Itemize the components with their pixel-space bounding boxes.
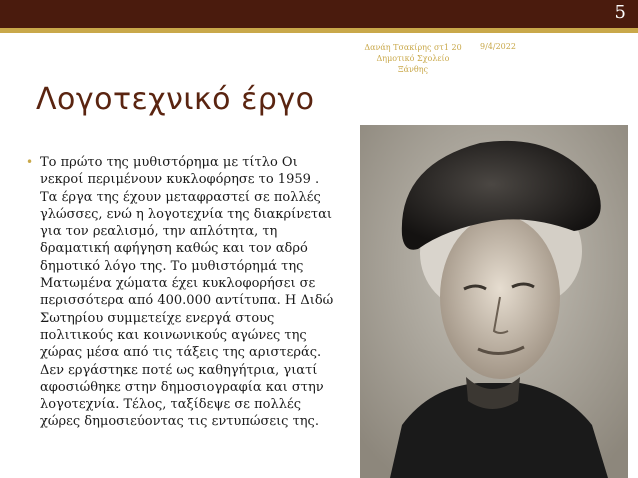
gold-stripe [0,28,638,33]
footer-author: Δανάη Τσακίρης στ1 20 Δημοτικό Σχολείο Ξάνθης [364,43,462,74]
slide-title: Λογοτεχνικό έργο [36,82,315,117]
bullet-text: Το πρώτο της μυθιστόρημα με τίτλο Οι νεκροί περιμένουν κυκλοφόρησε το 1959 . Τα έργα της έχουν μεταφραστεί σε πολλές γλώσσες, ενώ η λογοτεχνία της διακρίνεται για τον ρεαλισμό, την απλότητα, τη δραματική αφήγηση καθώς και τον αδρό δημοτικό λόγο της. Το μυθιστόρημά της Ματωμένα χώματα έχει κυκλοφορήσει σε περισσότερα από 400.000 αντίτυπα. Η Διδώ Σωτηρίου συμμετείχε ενεργά στους πολιτικούς και κοινωνικούς αγώνες της χώρας μέσα από τις τάξεις της αριστεράς. Δεν εργάστηκε ποτέ ως καθηγήτρια, γιατί αφοσιώθηκε στην δημοσιογραφία και στην λογοτεχνία. Τέλος, ταξίδεψε σε πολλές χώρες δημοσιεύοντας τις εντυπώσεις της. [40,155,334,430]
bullet-list [26,154,340,431]
slide-number: 5 [614,2,626,23]
bullet-icon: • [26,155,34,169]
portrait-photo [360,125,628,478]
top-bar [0,0,638,28]
footer-date: 9/4/2022 [480,42,516,51]
